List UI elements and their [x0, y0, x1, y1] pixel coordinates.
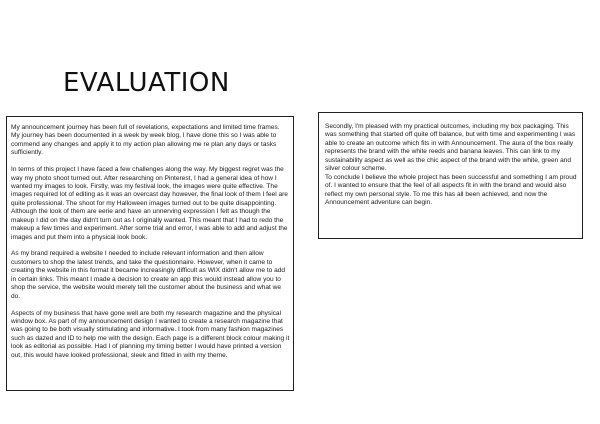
paragraph-website: As my brand required a website I needed to include relevant information and then allow customers to shop the latest trends, and take the questionnaire. However, when it came to creating the website in this format it became increasingly difficult as WIX didn't allow me to add in certain links. This meant I made a decision to create an app this would instead allow you to shop the service, the website would merely tell the customer about the business and what we do.	[11, 250, 286, 300]
paragraph-challenges: In terms of this project I have faced a few challenges along the way. My biggest regret was the way my photo shoot turned out. After researching on Pinterest, I had a general idea of how I wanted my images to look. Firstly, was my festival look, the images were quite effective. The images required lot of editing as it was an overcast day however, the final look of them I feel are quite professional. The shoot for my Halloween images turned out to be quite disappointing. Although the look of them are eerie and have an unnerving expression I felt as though the makeup I did on the day didn't turn out as I originally wanted. This meant that I had to redo the makeup a few times and experiment. After some trial and error, I was able to add and adjust the images and put them into a physical look book.	[11, 166, 288, 241]
evaluation-text-box-right	[318, 112, 583, 239]
paragraph-practical-outcomes: Secondly, I'm pleased with my practical outcomes, including my box packaging. This was something that started off quite off balance, but with time and experimenting I was able to create an outcome which fits in with Announcement. The aura of the box really represents the brand with the white reeds and banana leaves. This can link to my sustainability aspect as well as the chic aspect of the brand with the white, green and silver colour scheme.	[325, 123, 576, 173]
paragraph-conclusion: To conclude I believe the whole project has been successful and something I am proud of. I wanted to ensure that the feel of all aspects fit in with the brand and would also reflect my own personal style. To me this has all been achieved, and now the Announcement adventure can begin.	[325, 173, 577, 207]
evaluation-text-box-left	[6, 116, 294, 391]
page-title: EVALUATION	[63, 68, 230, 98]
paragraph-journey: My announcement journey has been full of revelations, expectations and limited time frames. My journey has been documented in a week by week blog, I have done this so I was able to commend any changes and apply it to my action plan allowing me re plan any days or tasks sufficiently.	[11, 124, 280, 157]
paragraph-successes: Aspects of my business that have gone well are both my research magazine and the physical window box. As part of my announcement design I wanted to create a research magazine that was going to be both visually stimulating and informative. I took from many fashion magazines such as dazed and ID to help me with the design. Each page is a different block colour making it look as editorial as possible. Had I of planning my timing better I would have printed a version out, this would have looked professional, sleek and fitted in with my theme.	[11, 309, 290, 359]
